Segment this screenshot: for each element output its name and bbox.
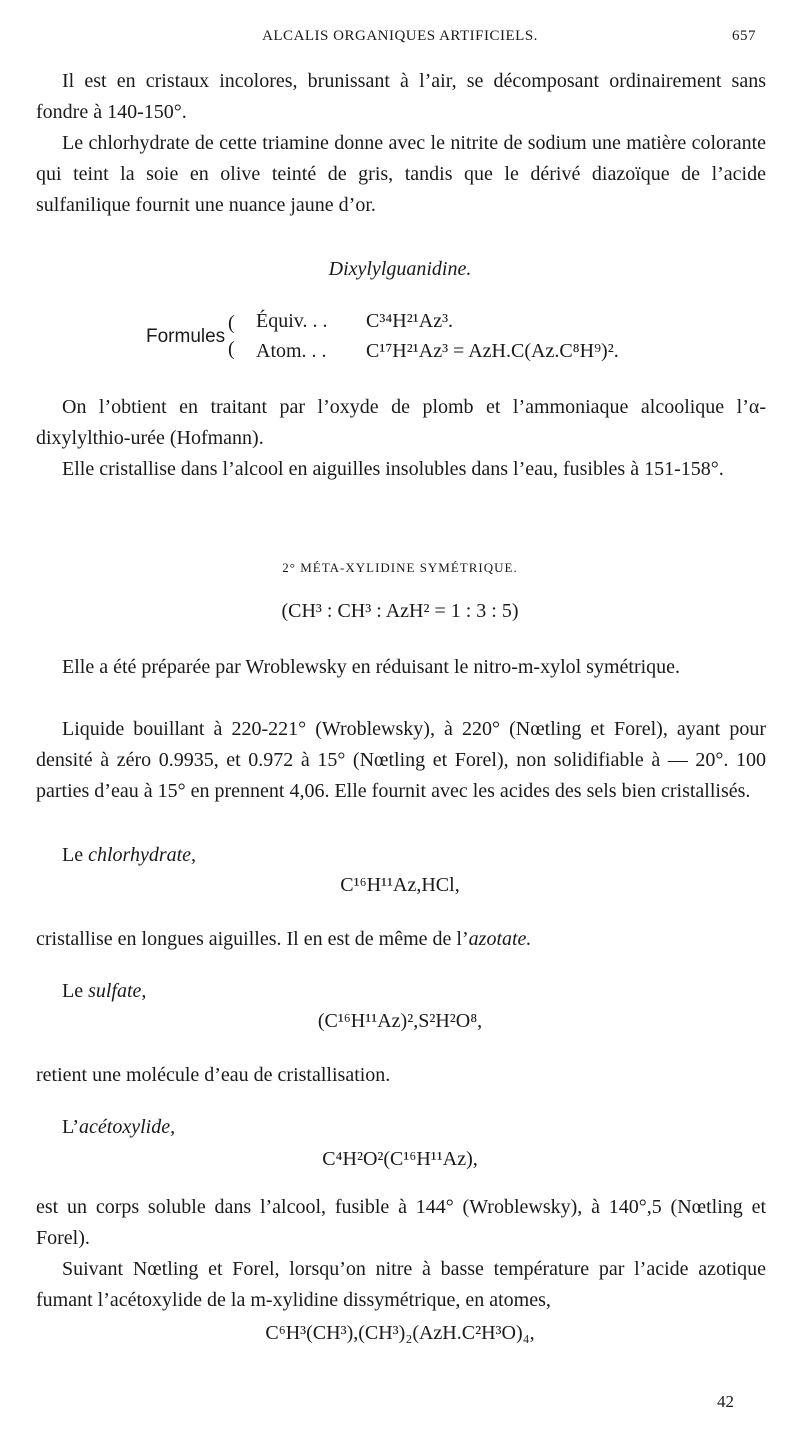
paragraph-nitration: Suivant Nœtling et Forel, lorsqu’on nitre à basse température par l’acide azotique fumant l’acétoxylide de la m-xylidine dissymétrique, en atomes, xyxy=(36,1258,766,1311)
equiv-label: Équiv. . . xyxy=(256,310,328,332)
paragraph-meta-xylidine-prep: Elle a été préparée par Wroblewsky en réduisant le nitro-m-xylol symétrique. xyxy=(62,656,681,678)
atom-formula: C¹⁷H²¹Az³ = AzH.C(Az.C⁸H⁹)². xyxy=(366,340,619,362)
paragraph-dixylylguanidine-cryst: Elle cristallise dans l’alcool en aiguilles insolubles dans l’eau, fusibles à 151-158°. xyxy=(62,458,724,480)
chlorhydrate-description xyxy=(36,924,766,955)
chlorhydrate-text: cristallise en longues aiguilles. Il en est de même de l’ xyxy=(36,928,469,950)
formula-acetoxylide: C⁴H²O²(C¹⁶H¹¹Az), xyxy=(322,1148,478,1170)
acetoxylide-term: acétoxylide, xyxy=(79,1116,176,1138)
atom-label: Atom. . . xyxy=(256,340,327,362)
formula-chlorhydrate: C¹⁶H¹¹Az,HCl, xyxy=(340,874,460,896)
formula-atom-row xyxy=(256,340,619,363)
paragraph-triamine-chlorhydrate: Le chlorhydrate de cette triamine donne avec le nitrite de sodium une matière colorante qui teint la soie en olive teinté de gris, tandis que le dérivé diazoïque de l’acide sulfanilique fournit une nuance jaune d’or. xyxy=(36,132,766,216)
equiv-formula: C³⁴H²¹Az³. xyxy=(366,310,454,332)
section-heading-dixylylguanidine: Dixylylguanidine. xyxy=(328,258,472,280)
paragraph-dixylylguanidine-prep: On l’obtient en traitant par l’oxyde de plomb et l’ammoniaque alcoolique l’α-dixylylthio-urée (Hofmann). xyxy=(36,396,766,449)
formula-equiv-row xyxy=(256,310,453,333)
sulfate-term: sulfate, xyxy=(88,980,147,1002)
azotate-term: azotate. xyxy=(468,928,532,950)
paragraph-triamine-properties: Il est en cristaux incolores, brunissant à l’air, se décomposant ordinairement sans fondre à 140-150°. xyxy=(36,70,766,123)
sulfate-intro xyxy=(62,976,792,1007)
signature-mark: 42 xyxy=(717,1392,734,1411)
formula-block xyxy=(146,308,706,378)
acetoxylide-prefix: L’ xyxy=(62,1116,80,1138)
formulas-label: Formules xyxy=(146,326,226,347)
formula-meta-xylidine: (CH³ : CH³ : AzH² = 1 : 3 : 5) xyxy=(281,600,519,622)
page-number: 657 xyxy=(732,28,756,44)
sulfate-description: retient une molécule d’eau de cristallisation. xyxy=(36,1064,391,1086)
chlorhydrate-intro xyxy=(62,840,792,871)
paragraph-meta-xylidine-properties: Liquide bouillant à 220-221° (Wroblewsky), à 220° (Nœtling et Forel), ayant pour densité à zéro 0.9935, et 0.972 à 15° (Nœtling et Forel), non solidifiable à — 20°. 100 parties d’eau à 15° en prennent 4,06. Elle fournit avec les acides des sels bien cristallisés. xyxy=(36,718,766,802)
running-title: ALCALIS ORGANIQUES ARTIFICIELS. xyxy=(262,28,538,44)
acetoxylide-description: est un corps soluble dans l’alcool, fusible à 144° (Wroblewsky), à 140°,5 (Nœtling et Forel). xyxy=(36,1196,766,1249)
formula-sulfate: (C¹⁶H¹¹Az)²,S²H²O⁸, xyxy=(317,1010,483,1032)
acetoxylide-intro xyxy=(62,1112,792,1143)
sulfate-prefix: Le xyxy=(62,980,89,1002)
chlorhydrate-term: chlorhydrate, xyxy=(88,844,197,866)
section-heading-meta-xylidine: 2° MÉTA-XYLIDINE SYMÉTRIQUE. xyxy=(282,560,518,575)
running-header xyxy=(0,28,800,52)
chlorhydrate-prefix: Le xyxy=(62,844,89,866)
formula-nitration: C⁶H³(CH³),(CH³)₂(AzH.C²H³O)₄, xyxy=(265,1322,535,1344)
brace: ( ( xyxy=(228,312,235,360)
